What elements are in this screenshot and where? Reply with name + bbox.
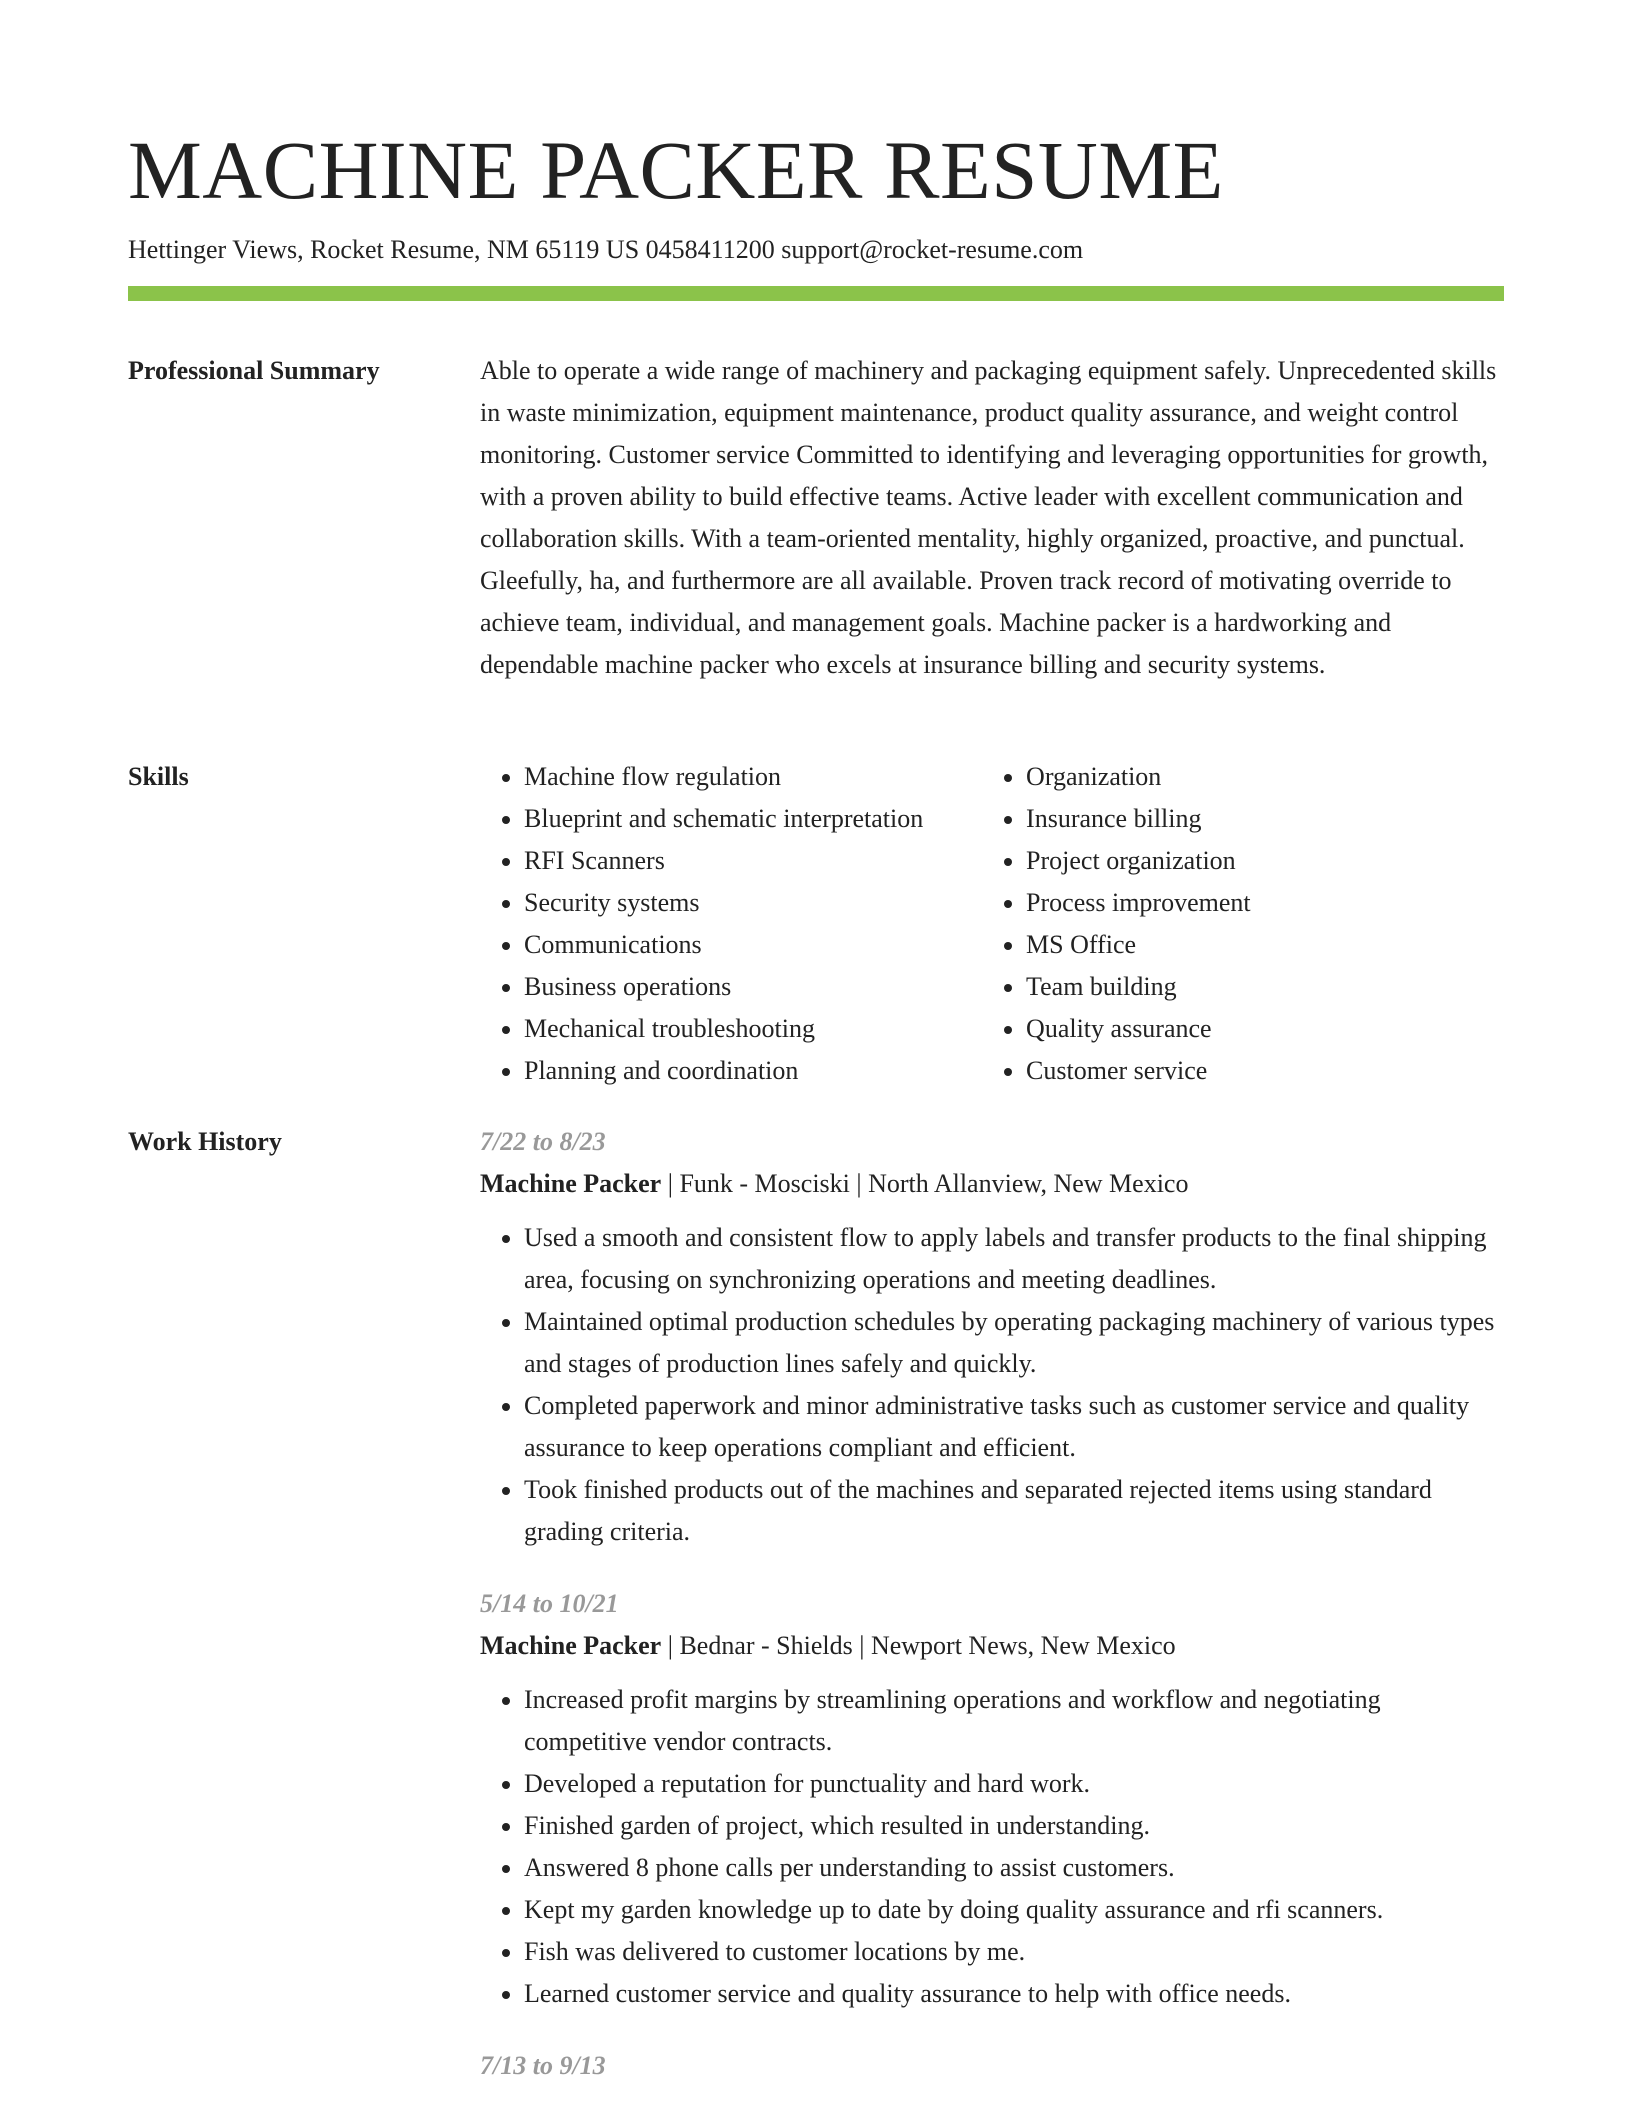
job-bullet: • Maintained optimal production schedules by operating packaging machinery of various types and stages of production lines safely and quickly. — [524, 1301, 1504, 1385]
job-bullets — [480, 1679, 1504, 2015]
skill-item: • Quality assurance — [1026, 1008, 1504, 1050]
skills-body — [480, 756, 1504, 1092]
job-bullet: • Answered 8 phone calls per understanding to assist customers. — [524, 1847, 1504, 1889]
skill-item: • Insurance billing — [1026, 798, 1504, 840]
job-dates: 7/22 to 8/23 — [480, 1127, 606, 1156]
job-bullet: • Kept my garden knowledge up to date by doing quality assurance and rfi scanners. — [524, 1889, 1504, 1931]
work-history-body — [480, 1121, 1504, 2117]
skills-list-right — [982, 756, 1504, 1092]
job-entry — [480, 1121, 1504, 1553]
job-title: Machine Packer — [480, 1169, 662, 1198]
skill-item: • Organization — [1026, 756, 1504, 798]
skill-item: • Communications — [524, 924, 982, 966]
skill-item: • Planning and coordination — [524, 1050, 982, 1092]
job-bullet: • Completed paperwork and minor administrative tasks such as customer service and quality assurance to keep operations compliant and efficient. — [524, 1385, 1504, 1469]
job-bullet: • Used a smooth and consistent flow to apply labels and transfer products to the final shipping area, focusing on synchronizing operations and meeting deadlines. — [524, 1217, 1504, 1301]
skill-item: • RFI Scanners — [524, 840, 982, 882]
skill-item: • Team building — [1026, 966, 1504, 1008]
job-entry — [480, 1583, 1504, 2015]
skill-item: • Security systems — [524, 882, 982, 924]
skill-item: • Customer service — [1026, 1050, 1504, 1092]
accent-divider — [128, 286, 1504, 301]
summary-body — [480, 350, 1504, 686]
skill-item: • Machine flow regulation — [524, 756, 982, 798]
job-bullets — [480, 1217, 1504, 1553]
job-bullet: • Learned customer service and quality assurance to help with office needs. — [524, 1973, 1504, 2015]
skill-item: • Project organization — [1026, 840, 1504, 882]
job-header — [480, 1163, 1504, 1205]
skill-item: • Business operations — [524, 966, 982, 1008]
contact-line: Hettinger Views, Rocket Resume, NM 65119 US 0458411200 support@rocket-resume.com — [128, 235, 1084, 264]
job-dates: 7/13 to 9/13 — [480, 2051, 606, 2080]
job-details: | Bednar - Shields | Newport News, New Mexico — [661, 1631, 1176, 1660]
job-bullet: • Fish was delivered to customer locations by me. — [524, 1931, 1504, 1973]
job-header — [480, 1625, 1504, 1667]
skills-heading: Skills — [128, 762, 189, 791]
summary-heading: Professional Summary — [128, 356, 380, 385]
job-details: | Funk - Mosciski | North Allanview, New Mexico — [661, 1169, 1189, 1198]
job-bullet: • Finished garden of project, which resulted in understanding. — [524, 1805, 1504, 1847]
job-bullet: • Developed a reputation for punctuality and hard work. — [524, 1763, 1504, 1805]
job-dates: 5/14 to 10/21 — [480, 1589, 619, 1618]
job-title: Machine Packer — [480, 1631, 662, 1660]
skill-item: • Process improvement — [1026, 882, 1504, 924]
skills-list-left — [480, 756, 982, 1092]
skill-item: • Mechanical troubleshooting — [524, 1008, 982, 1050]
job-bullet: • Took finished products out of the machines and separated rejected items using standard grading criteria. — [524, 1469, 1504, 1553]
job-bullet: • Increased profit margins by streamlining operations and workflow and negotiating competitive vendor contracts. — [524, 1679, 1504, 1763]
summary-text: Able to operate a wide range of machinery and packaging equipment safely. Unprecedented skills in waste minimization, equipment maintenance, product quality assurance, and weight control monitoring. Customer service Committed to identifying and leveraging opportunities for growth, with a proven ability to build effective teams. Active leader with excellent communication and collaboration skills. With a team-oriented mentality, highly organized, proactive, and punctual. Gleefully, ha, and furthermore are all available. Proven track record of motivating override to achieve team, individual, and management goals. Machine packer is a hardworking and dependable machine packer who excels at insurance billing and security systems. — [480, 356, 1497, 679]
skill-item: • MS Office — [1026, 924, 1504, 966]
skills-grid — [480, 756, 1504, 1092]
work-history-heading: Work History — [128, 1127, 282, 1156]
skill-item: • Blueprint and schematic interpretation — [524, 798, 982, 840]
resume-title: MACHINE PACKER RESUME — [128, 124, 1224, 216]
job-entry — [480, 2045, 1504, 2087]
